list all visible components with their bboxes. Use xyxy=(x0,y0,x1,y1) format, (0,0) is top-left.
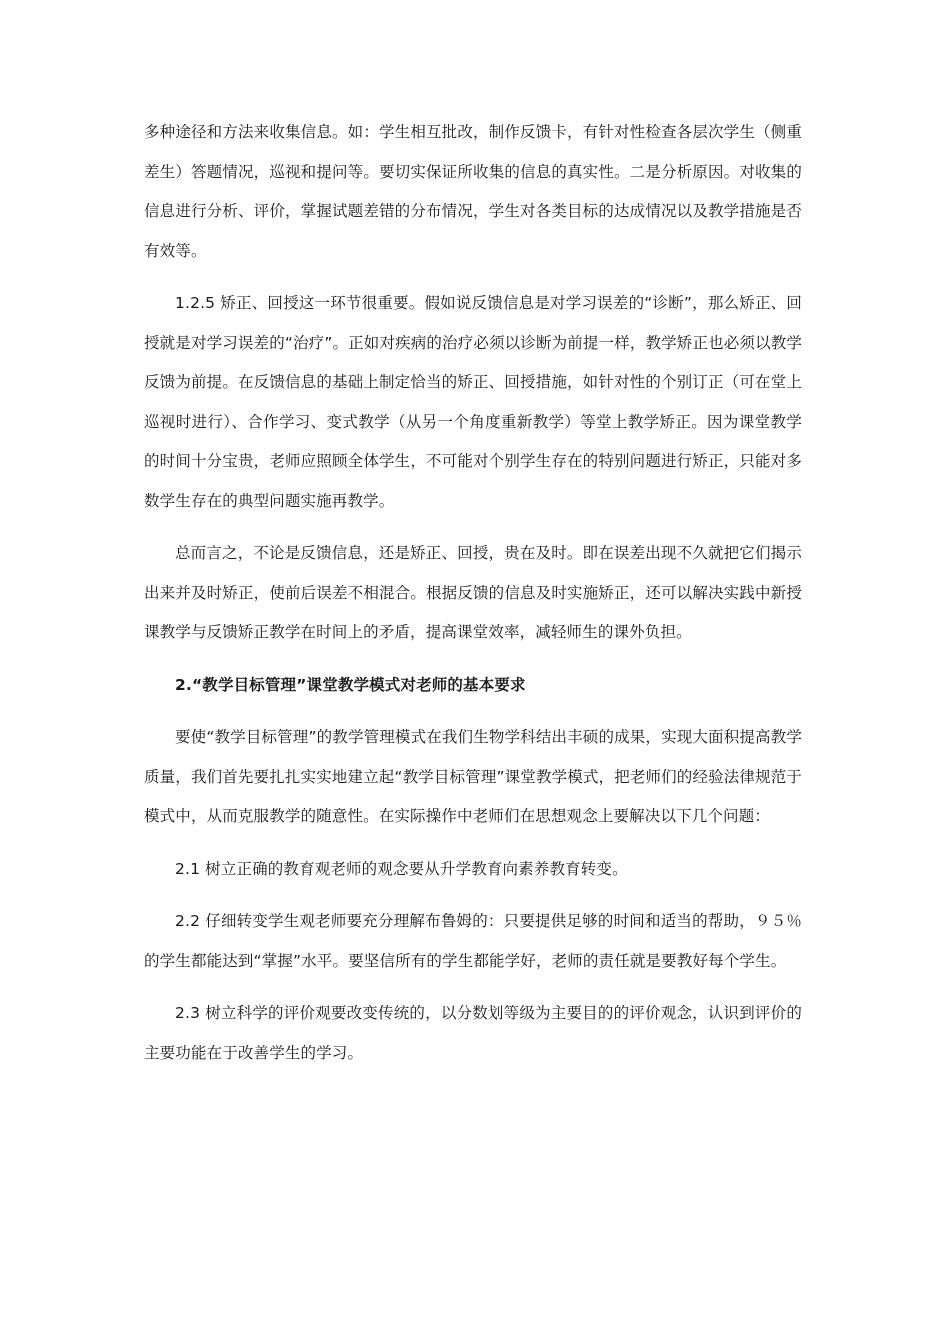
para-section-2-intro: 要使“教学目标管理”的教学管理模式在我们生物学科结出丰硕的成果，实现大面积提高教学质量，我们首先要扎扎实实地建立起“教学目标管理”课堂教学模式，把老师们的经验法律规范于模式中，从而克服教学的随意性。在实际操作中老师们在思想观念上要解决以下几个问题： xyxy=(144,728,803,825)
para-feedback-info-collection: 多种途径和方法来收集信息。如：学生相互批改，制作反馈卡，有针对性检查各层次学生（侧重差生）答题情况，巡视和提问等。要切实保证所收集的信息的真实性。二是分析原因。对收集的信息进行分析、评价，掌握试题差错的分布情况，学生对各类目标的达成情况以及教学措施是否有效等。 xyxy=(144,123,802,260)
para-2-3: 2.3 树立科学的评价观要改变传统的，以分数划等级为主要目的的评价观念，认识到评价的主要功能在于改善学生的学习。 xyxy=(144,1004,802,1062)
para-1-2-5-correction: 1.2.5 矫正、回授这一环节很重要。假如说反馈信息是对学习误差的“诊断”，那么矫正、回授就是对学习误差的“治疗”。正如对疾病的治疗必须以诊断为前提一样，教学矫正也必须以教学反馈为前提。在反馈信息的基础上制定恰当的矫正、回授措施，如针对性的个别订正（可在堂上巡视时进行）、合作学习、变式教学（从另一个角度重新教学）等堂上教学矫正。因为课堂教学的时间十分宝贵，老师应照顾全体学生，不可能对个别学生存在的特别问题进行矫正，只能对多数学生存在的典型问题实施再教学。 xyxy=(144,294,803,510)
para-2-2: 2.2 仔细转变学生观老师要充分理解布鲁姆的：只要提供足够的时间和适当的帮助，９５％的学生都能达到“掌握”水平。要坚信所有的学生都能学好，老师的责任就是要教好每个学生。 xyxy=(144,912,802,970)
section-heading-2: 2.“教学目标管理”课堂教学模式对老师的基本要求 xyxy=(175,675,526,694)
document-body xyxy=(144,113,802,1086)
para-2-1: 2.1 树立正确的教育观老师的观念要从升学教育向素养教育转变。 xyxy=(175,859,628,878)
para-summary: 总而言之，不论是反馈信息，还是矫正、回授，贵在及时。即在误差出现不久就把它们揭示出来并及时矫正，使前后误差不相混合。根据反馈的信息及时实施矫正，还可以解决实践中新授课教学与反馈矫正教学在时间上的矛盾，提高课堂效率，减轻师生的课外负担。 xyxy=(144,544,802,641)
